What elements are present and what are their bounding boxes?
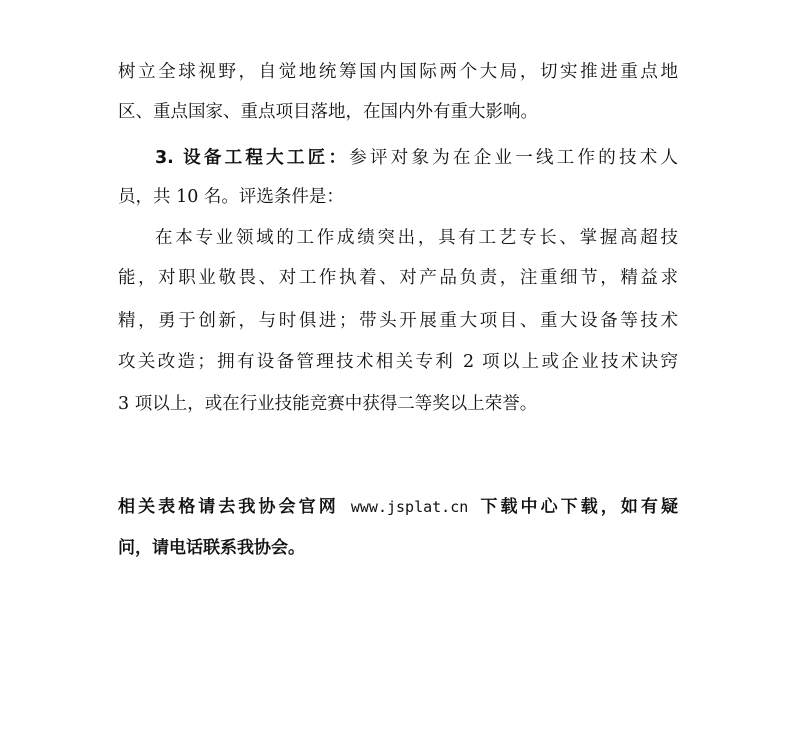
footer-note-line — [118, 496, 678, 518]
website-link[interactable]: www.jsplat.cn — [338, 498, 481, 516]
paragraph-line: 区、重点国家、重点项目落地，在国内外有重大影响。 — [118, 102, 538, 122]
criteria-line: 攻关改造；拥有设备管理技术相关专利 2 项以上或企业技术诀窍 — [118, 352, 678, 372]
paragraph-line: 员，共 10 名。评选条件是： — [118, 187, 344, 207]
section-heading-line — [155, 147, 678, 169]
footer-note-suffix: 下载中心下载，如有疑 — [480, 497, 679, 517]
criteria-line: 能，对职业敬畏、对工作执着、对产品负责，注重细节，精益求 — [118, 268, 678, 288]
criteria-line: 在本专业领域的工作成绩突出，具有工艺专长、掌握高超技 — [155, 228, 678, 248]
footer-note-prefix: 相关表格请去我协会官网 — [118, 497, 339, 517]
section-heading: 3. 设备工程大工匠： — [155, 148, 350, 168]
criteria-line: 精，勇于创新，与时俱进；带头开展重大项目、重大设备等技术 — [118, 311, 678, 331]
paragraph-line: 树立全球视野，自觉地统筹国内国际两个大局，切实推进重点地 — [118, 62, 678, 82]
footer-note-line: 问，请电话联系我协会。 — [118, 538, 305, 558]
section-intro-text: 参评对象为在企业一线工作的技术人 — [349, 148, 679, 168]
criteria-line: 3 项以上，或在行业技能竞赛中获得二等奖以上荣誉。 — [118, 394, 538, 414]
